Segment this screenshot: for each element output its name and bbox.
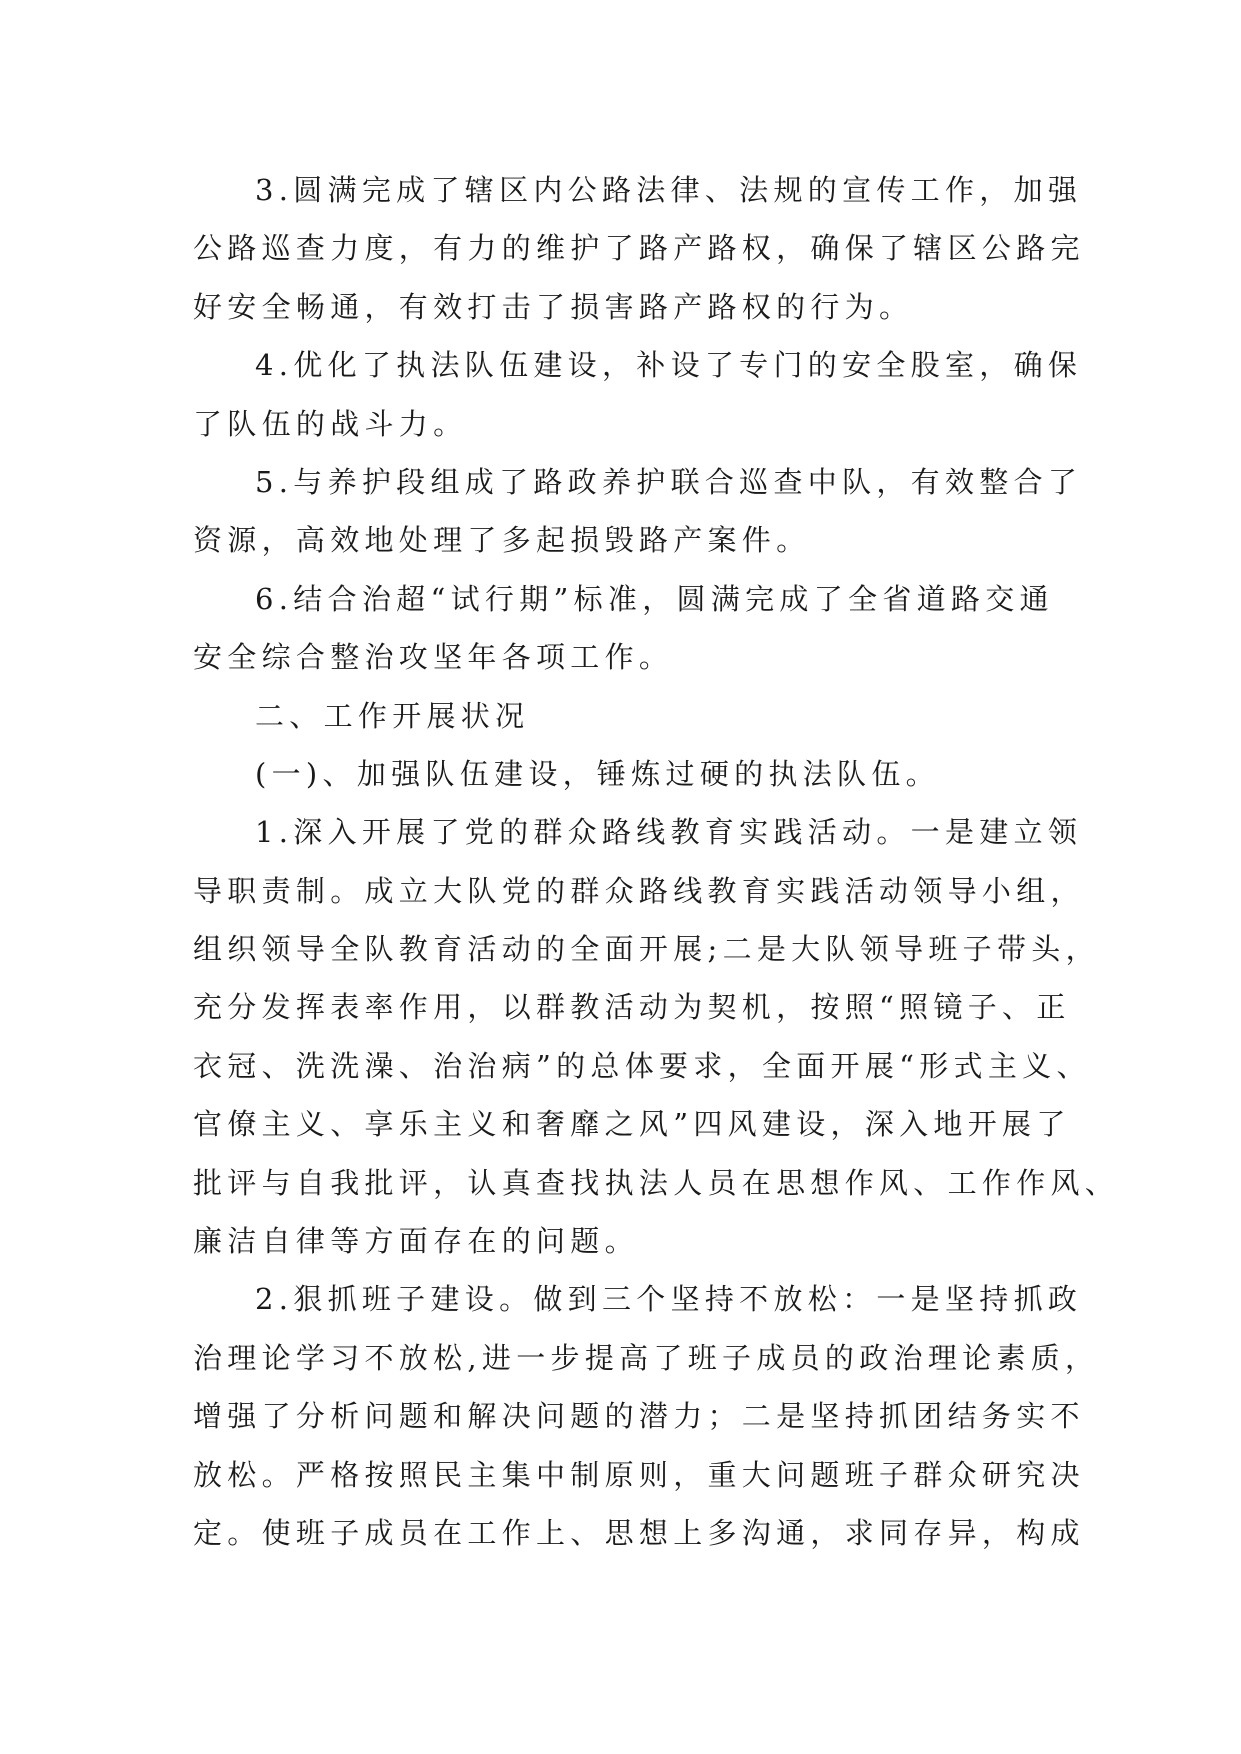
text-line: 好安全畅通，有效打击了损害路产路权的行为。 (193, 289, 914, 324)
text-line: 廉洁自律等方面存在的问题。 (193, 1224, 639, 1259)
text-line: 2.狠抓班子建设。做到三个坚持不放松：一是坚持抓政 (255, 1282, 1083, 1317)
text-line: 放松。严格按照民主集中制原则，重大问题班子群众研究决 (193, 1457, 1085, 1492)
text-line: 定。使班子成员在工作上、思想上多沟通，求同存异，构成 (193, 1515, 1085, 1550)
text-line: 安全综合整治攻坚年各项工作。 (193, 640, 674, 675)
text-line: 6.结合治超“试行期”标准，圆满完成了全省道路交通 (255, 581, 1054, 616)
text-line: 充分发挥表率作用，以群教活动为契机，按照“照镜子、正 (193, 990, 1071, 1025)
section-heading-text: 二、工作开展状况 (255, 698, 530, 733)
text-line: 4.优化了执法队伍建设，补设了专门的安全股室，确保 (255, 348, 1083, 383)
section-heading (193, 687, 1053, 745)
text-line: 组织领导全队教育活动的全面开展;二是大队领导班子带头， (193, 932, 1100, 967)
text-line: 3.圆满完成了辖区内公路法律、法规的宣传工作，加强 (255, 173, 1083, 207)
text-line: 官僚主义、享乐主义和奢靡之风”四风建设，深入地开展了 (193, 1107, 1071, 1142)
text-line: 治理论学习不放松,进一步提高了班子成员的政治理论素质， (193, 1340, 1100, 1375)
text-line: 1.深入开展了党的群众路线教育实践活动。一是建立领 (255, 815, 1083, 850)
text-line: 了队伍的战斗力。 (193, 406, 468, 441)
text-line: 增强了分析问题和解决问题的潜力；二是坚持抓团结务实不 (193, 1399, 1085, 1434)
text-line: 衣冠、洗洗澡、治治病”的总体要求，全面开展“形式主义、 (193, 1048, 1091, 1083)
document-body (193, 161, 1120, 1562)
text-line: 5.与养护段组成了路政养护联合巡查中队，有效整合了 (255, 464, 1083, 499)
paragraph-sub-item-1 (193, 803, 1120, 1270)
paragraph-item-3 (193, 161, 1085, 336)
paragraph-item-6 (193, 570, 1053, 687)
paragraph-item-4 (193, 336, 1083, 453)
text-line: 导职责制。成立大队党的群众路线教育实践活动领导小组， (193, 873, 1085, 908)
paragraph-item-5 (193, 453, 1083, 570)
text-line: 公路巡查力度，有力的维护了路产路权，确保了辖区公路完 (193, 231, 1085, 266)
subsection-heading (193, 745, 1053, 803)
paragraph-sub-item-2 (193, 1270, 1100, 1562)
subsection-heading-text: (一)、加强队伍建设，锤炼过硬的执法队伍。 (255, 756, 940, 791)
text-line: 资源，高效地处理了多起损毁路产案件。 (193, 523, 811, 558)
text-line: 批评与自我批评，认真查找执法人员在思想作风、工作作风、 (193, 1165, 1120, 1200)
